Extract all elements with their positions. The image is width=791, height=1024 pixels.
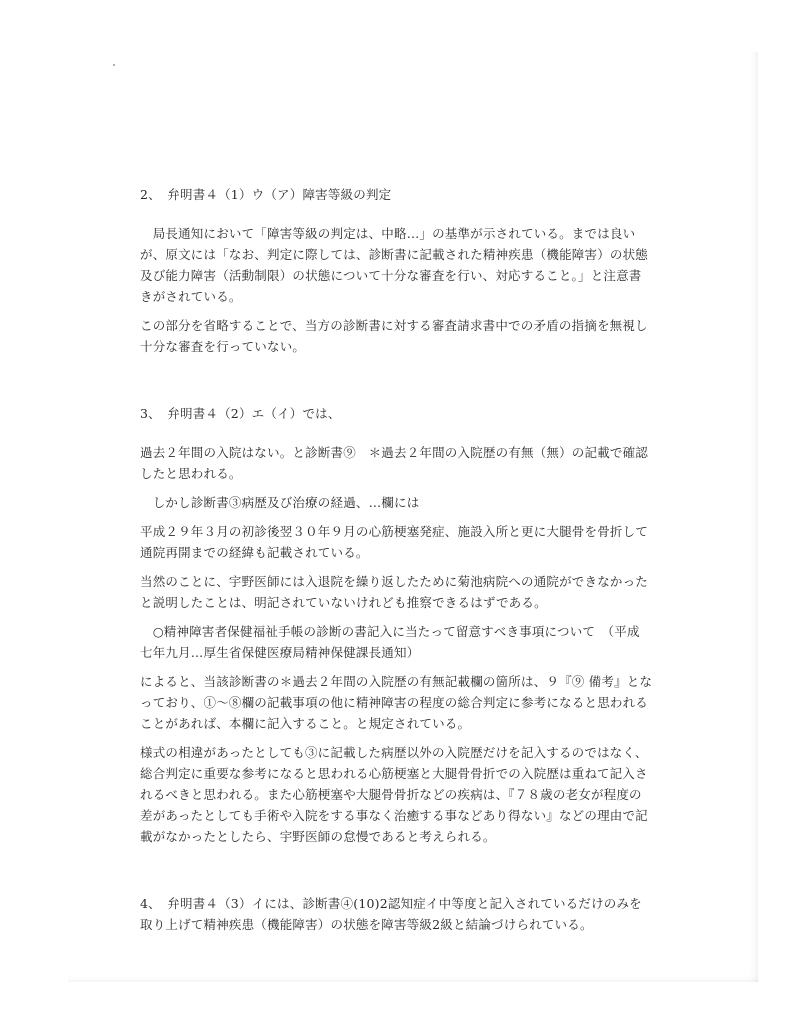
section-3-p7-line-2: 総合判定に重要な参考になると思われる心筋梗塞と大腿骨骨折での入院歴は重ねて記入さ — [140, 766, 648, 781]
section-3-p2-line-1: しかし診断書③病歴及び治療の経過、…欄には — [140, 495, 420, 510]
document-body — [140, 184, 653, 935]
scan-speck — [113, 64, 115, 66]
section-3-heading: 3、 弁明書４（2）エ（イ）では、 — [140, 406, 341, 421]
section-3-p3-line-2: 通院再開までの経緯も記載されている。 — [140, 545, 369, 560]
section-2-p1-line-2: が、原文には「なお、判定に際しては、診断書に記載された精神疾患（機能障害）の状態 — [140, 247, 649, 262]
section-3-p5-line-1: ○精神障害者保健福祉手帳の診断の書記入に当たって留意すべき事項について （平成 — [140, 624, 640, 639]
section-3-p7-line-5: 載がなかったとしたら、宇野医師の怠慢であると考えられる。 — [140, 829, 496, 844]
section-3-p6-line-2: っており、①～⑧欄の記載事項の他に精神障害の程度の総合判定に参考になると思われる — [140, 695, 649, 710]
section-2-p1-line-1: 局長通知において「障害等級の判定は、中略…」の基準が示されている。までは良い — [140, 226, 636, 241]
section-3-p6-line-3: ことがあれば、本欄に記入すること。と規定されている。 — [140, 716, 471, 731]
section-3-p3-line-1: 平成２９年３月の初診後翌３０年９月の心筋梗塞発症、施設入所と更に大腿骨を骨折して — [140, 524, 649, 539]
section-3-p5-line-2: 七年九月…厚生省保健医療局精神保健課長通知） — [140, 645, 420, 660]
section-2-heading: 2、 弁明書４（1）ウ（ア）障害等級の判定 — [140, 187, 392, 202]
section-3-p7-line-3: れるべきと思われる。また心筋梗塞や大腿骨骨折などの疾病は、『７８歳の老女が程度の — [140, 787, 642, 802]
section-2-p2-line-2: 十分な審査を行っていない。 — [140, 339, 306, 354]
section-3-p7-line-4: 差があったとしても手術や入院をする事なく治癒する事などあり得ない』などの理由で記 — [140, 808, 648, 823]
section-3-p4-line-2: と説明したことは、明記されていないけれども推察できるはずである。 — [140, 595, 547, 610]
section-3-p1-line-1: 過去２年間の入院はない。と診断書⑨ ＊過去２年間の入院歴の有無（無）の記載で確認 — [140, 445, 649, 460]
section-4-line-2: 取り上げて精神疾患（機能障害）の状態を障害等級2級と結論づけられている。 — [140, 917, 593, 932]
section-2-p1-line-3: 及び能力障害（活動制限）の状態について十分な審査を行い、対応すること。」と注意書 — [140, 268, 642, 283]
section-3-p4-line-1: 当然のことに、宇野医師には入退院を繰り返したために菊池病院への通院ができなかった — [140, 574, 649, 589]
section-2-p1-line-4: きがされている。 — [140, 289, 242, 304]
section-4-line-1: 4、 弁明書４（3）イには、診断書④(10)2認知症イ中等度と記入されているだけのみを — [140, 896, 642, 911]
section-3-p6-line-1: によると、当該診断書の＊過去２年間の入院歴の有無記載欄の箇所は、９『⑨ 備考』とな — [140, 674, 653, 689]
section-3-p1-line-2: したと思われる。 — [140, 466, 242, 481]
section-3-p7-line-1: 様式の相違があったとしても③に記載した病歴以外の入院歴だけを記入するのではなく、 — [140, 745, 648, 760]
section-2-p2-line-1: この部分を省略することで、当方の診断書に対する審査請求書中での矛盾の指摘を無視し — [140, 318, 648, 333]
